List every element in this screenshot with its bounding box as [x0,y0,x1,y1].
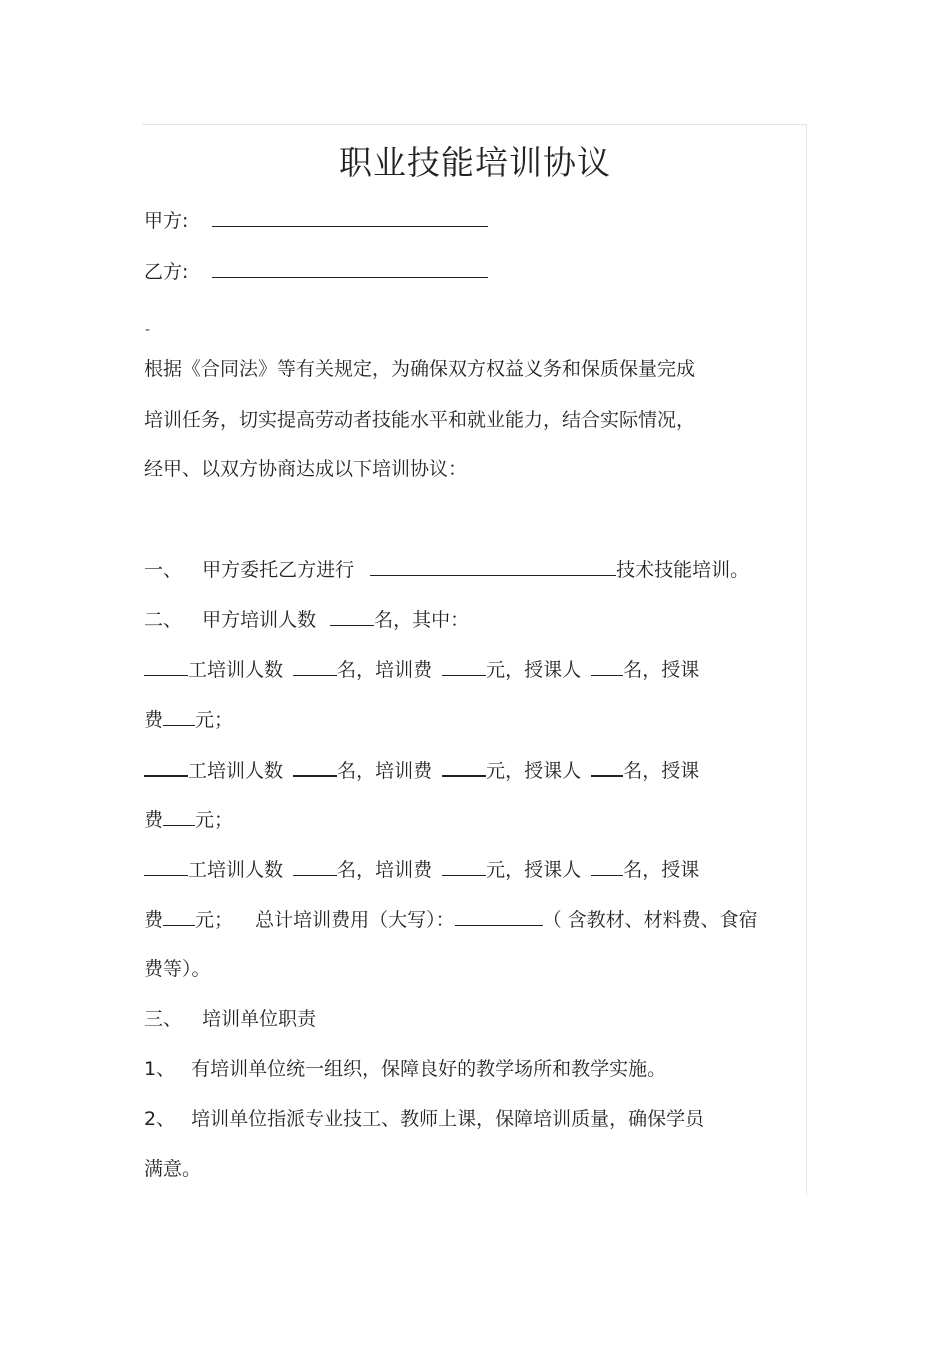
fee-blank[interactable] [442,755,486,777]
fee-end: 元； [195,809,234,831]
trade-blank[interactable] [144,755,188,777]
clause-3-text: 培训单位职责 [202,1008,317,1030]
fee-label: 费 [144,709,164,731]
count-blank[interactable] [293,855,337,876]
unit-teach-label: 名，授课 [623,859,700,881]
party-a-blank[interactable] [212,206,488,227]
intro-line-2: 培训任务，切实提高劳动者技能水平和就业能力，结合实际情况， [144,409,696,431]
trade-blank[interactable] [144,655,188,676]
unit-person-label: 名，培训费 [337,659,433,681]
count-blank[interactable] [293,755,337,777]
total-fee-note: （ 含教材、材料费、食宿 [542,909,758,931]
work-count-label: 工培训人数 [188,659,284,681]
total-fee-label: 总计培训费用（大写）： [255,909,455,931]
unit-person-label: 名，培训费 [337,760,433,782]
clause-3-number: 三、 [144,1008,183,1030]
teaching-fee-blank[interactable] [163,905,195,926]
fee-blank[interactable] [442,855,486,876]
clause-1 [144,555,749,584]
total-fee-end-line: 费等）。 [144,958,211,980]
item-1-number: 1、 [144,1058,176,1080]
item-2-number: 2、 [144,1108,176,1130]
fee-end: 元； [195,709,234,731]
fee-label: 费 [144,909,164,931]
work-count-label: 工培训人数 [188,760,284,782]
unit-yuan-label: 元，授课人 [486,760,582,782]
party-b-line [144,257,488,286]
count-blank[interactable] [293,655,337,676]
teaching-fee-blank[interactable] [163,805,195,826]
clause-2-text-a: 甲方培训人数 [202,609,317,631]
trainee-count-blank[interactable] [330,605,374,626]
party-a-line [144,206,488,235]
teacher-count-blank[interactable] [591,655,623,676]
unit-person-label: 名，培训费 [337,859,433,881]
teaching-fee-blank[interactable] [163,705,195,726]
item-2-end: 满意。 [144,1158,202,1180]
teacher-count-blank[interactable] [591,755,623,777]
separator-dash: - [145,322,151,338]
unit-teach-label: 名，授课 [623,760,700,782]
clause-3 [144,1005,316,1033]
item-1-text: 有培训单位统一组织，保障良好的教学场所和教学实施。 [191,1058,667,1080]
clause-2-number: 二、 [144,609,183,631]
fee-blank[interactable] [442,655,486,676]
trade-blank[interactable] [144,855,188,876]
trade-row-1 [144,655,699,684]
trade-row-2 [144,755,699,785]
party-b-label: 乙方: [144,261,189,283]
unit-teach-label: 名，授课 [623,659,700,681]
clause-1-number: 一、 [144,559,183,581]
teacher-count-blank[interactable] [591,855,623,876]
document-title: 职业技能培训协议 [339,143,611,182]
work-count-label: 工培训人数 [188,859,284,881]
item-1 [144,1055,666,1083]
party-a-label: 甲方: [144,210,189,232]
intro-line-1: 根据《合同法》等有关规定，为确保双方权益义务和保质保量完成 [144,358,696,380]
trade-row-3-fee-total [144,905,758,934]
party-b-blank[interactable] [212,257,488,278]
trade-row-3 [144,855,699,884]
intro-line-3: 经甲、以双方协商达成以下培训协议： [144,458,468,480]
total-fee-blank[interactable] [455,905,543,926]
trade-row-1-fee [144,705,233,734]
item-2 [144,1105,704,1133]
clause-1-text-b: 技术技能培训。 [616,559,750,581]
training-type-blank[interactable] [370,555,616,576]
clause-1-text-a: 甲方委托乙方进行 [202,559,355,581]
clause-2 [144,605,469,634]
trade-row-2-fee [144,805,233,834]
unit-yuan-label: 元，授课人 [486,659,582,681]
clause-2-text-b: 名，其中： [374,609,470,631]
fee-end: 元； [195,909,234,931]
unit-yuan-label: 元，授课人 [486,859,582,881]
item-2-text: 培训单位指派专业技工、教师上课，保障培训质量，确保学员 [191,1108,705,1130]
fee-label: 费 [144,809,164,831]
